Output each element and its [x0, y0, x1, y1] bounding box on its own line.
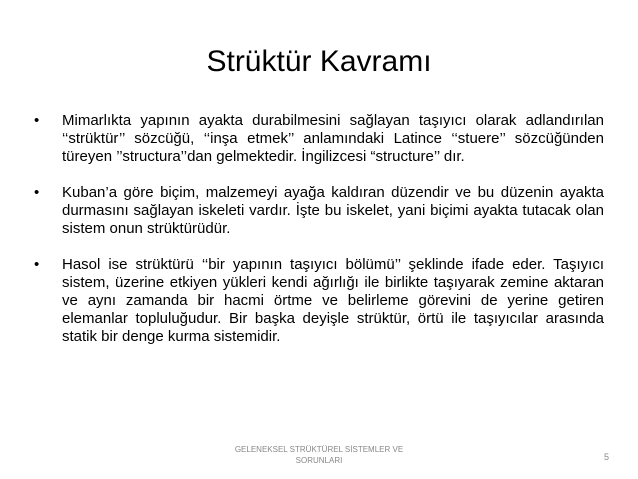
slide-footer: GELENEKSEL STRÜKTÜREL SİSTEMLER VE SORUNLARI — [234, 445, 404, 465]
bullet-text: Mimarlıkta yapının ayakta durabilmesini sağlayan taşıyıcı olarak adlandırılan ‘‘strüktür’’ sözcüğü, ‘‘inşa etmek’’ anlamındaki Latince ‘‘stuere’’ sözcüğünden türeyen ’’structura’’dan gelmektedir. İngilizcesi “structure’’ dır. — [62, 112, 604, 165]
bullet-text: Hasol ise strüktürü ‘‘bir yapının taşıyıcı bölümü’’ şeklinde ifade eder. Taşıyıcı sistem, üzerine etkiyen yükleri kendi ağırlığı ile birlikte taşıyarak zemine aktaran ve aynı zamanda bir hacmi örtme ve belirleme görevini de yerine getiren elemanlar topluluğudur. Bir başka deyişle strüktür, örtü ile taşıyıcılar arasında statik bir denge kurma sistemidir. — [62, 256, 604, 345]
bullet-marker: • — [34, 184, 40, 201]
bullet-item-3 — [34, 256, 604, 346]
bullet-list — [34, 112, 604, 364]
bullet-marker: • — [34, 256, 40, 273]
bullet-item-2 — [34, 184, 604, 238]
bullet-item-1 — [34, 112, 604, 166]
bullet-marker: • — [34, 112, 40, 129]
slide-title: Strüktür Kavramı — [206, 45, 432, 78]
bullet-text: Kuban’a göre biçim, malzemeyi ayağa kaldıran düzendir ve bu düzenin ayakta durmasını sağlayan iskeleti vardır. İşte bu iskelet, yani biçimi ayakta tutacak olan sistem onun strüktürüdür. — [62, 184, 604, 237]
page-number: 5 — [603, 452, 609, 462]
